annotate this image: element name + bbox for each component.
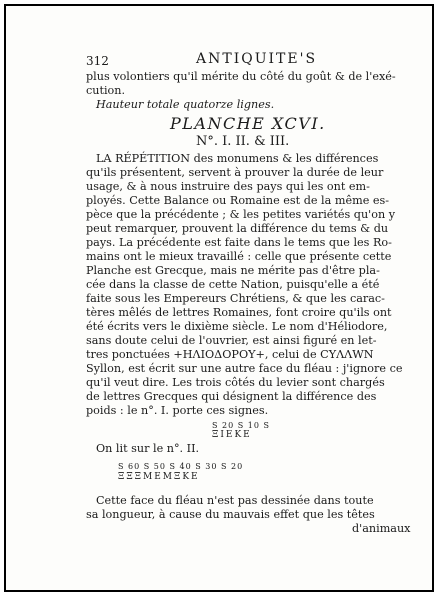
closing-line-3: d'animaux <box>352 522 411 535</box>
closing-line-1: Cette face du fléau n'est pas dessinée dans toute <box>96 494 374 507</box>
paragraph-line: qu'ils présentent, servent à prouver la durée de leur <box>86 166 384 179</box>
paragraph-line: de lettres Grecques qui désignent la différence des <box>86 390 377 403</box>
planche-title: PLANCHE XCVI. <box>170 114 326 133</box>
signs-two-letters: ΞΞΞΜΕΜΞΚΕ <box>118 472 200 482</box>
intro-line-1: plus volontiers qu'il mérite du côté du goût & de l'exé- <box>86 70 396 83</box>
paragraph-line: sans doute celui de l'ouvrier, est ainsi figuré en let- <box>86 334 377 347</box>
height-note: Hauteur totale quatorze lignes. <box>96 98 275 111</box>
signs-one-numbers: S 20 S 10 S <box>212 421 270 430</box>
closing-line-2: sa longueur, à cause du mauvais effet que les têtes <box>86 508 375 521</box>
on-lit-line: On lit sur le n°. II. <box>96 442 200 455</box>
paragraph-line: peut remarquer, prouvent la différence du tems & du <box>86 222 389 235</box>
paragraph-line: pays. La précédente est faite dans le tems que les Ro- <box>86 236 392 249</box>
running-title: ANTIQUITE'S <box>196 51 318 67</box>
paragraph-line: qu'il veut dire. Les trois côtés du levier sont chargés <box>86 376 385 389</box>
paragraph-line: tères mêlés de lettres Romaines, font croire qu'ils ont <box>86 306 392 319</box>
paragraph-line: mains ont le mieux travaillé : celle que présente cette <box>86 250 392 263</box>
paragraph-line: cée dans la classe de cette Nation, puisqu'elle a été <box>86 278 380 291</box>
intro-line-2: cution. <box>86 84 126 97</box>
paragraph-line: tres ponctuées +HΛΙΟΔΟΡΟΥ+, celui de CΥΛΛWΝ <box>86 348 374 361</box>
signs-one-letters: ΞΙΕΚΕ <box>212 430 252 440</box>
paragraph-line: Planche est Grecque, mais ne mérite pas d'être pla- <box>86 264 380 277</box>
signs-two-numbers: S 60 S 50 S 40 S 30 S 20 <box>118 462 244 471</box>
paragraph-line: ployés. Cette Balance ou Romaine est de la même es- <box>86 194 390 207</box>
paragraph-line: Syllon, est écrit sur une autre face du fléau : j'ignore ce <box>86 362 403 375</box>
page-number: 312 <box>86 54 109 68</box>
paragraph-line: faite sous les Empereurs Chrétiens, & que les carac- <box>86 292 385 305</box>
paragraph-line: LA RÉPÉTITION des monumens & les différences <box>96 152 379 165</box>
paragraph-line: été écrits vers le dixième siècle. Le nom d'Héliodore, <box>86 320 388 333</box>
paragraph-line: pèce que la précédente ; & les petites variétés qu'on y <box>86 208 396 221</box>
section-heading: N°. I. II. & III. <box>196 134 290 149</box>
paragraph-line: usage, & à nous instruire des pays qui les ont em- <box>86 180 370 193</box>
paragraph-line: poids : le n°. I. porte ces signes. <box>86 404 269 417</box>
